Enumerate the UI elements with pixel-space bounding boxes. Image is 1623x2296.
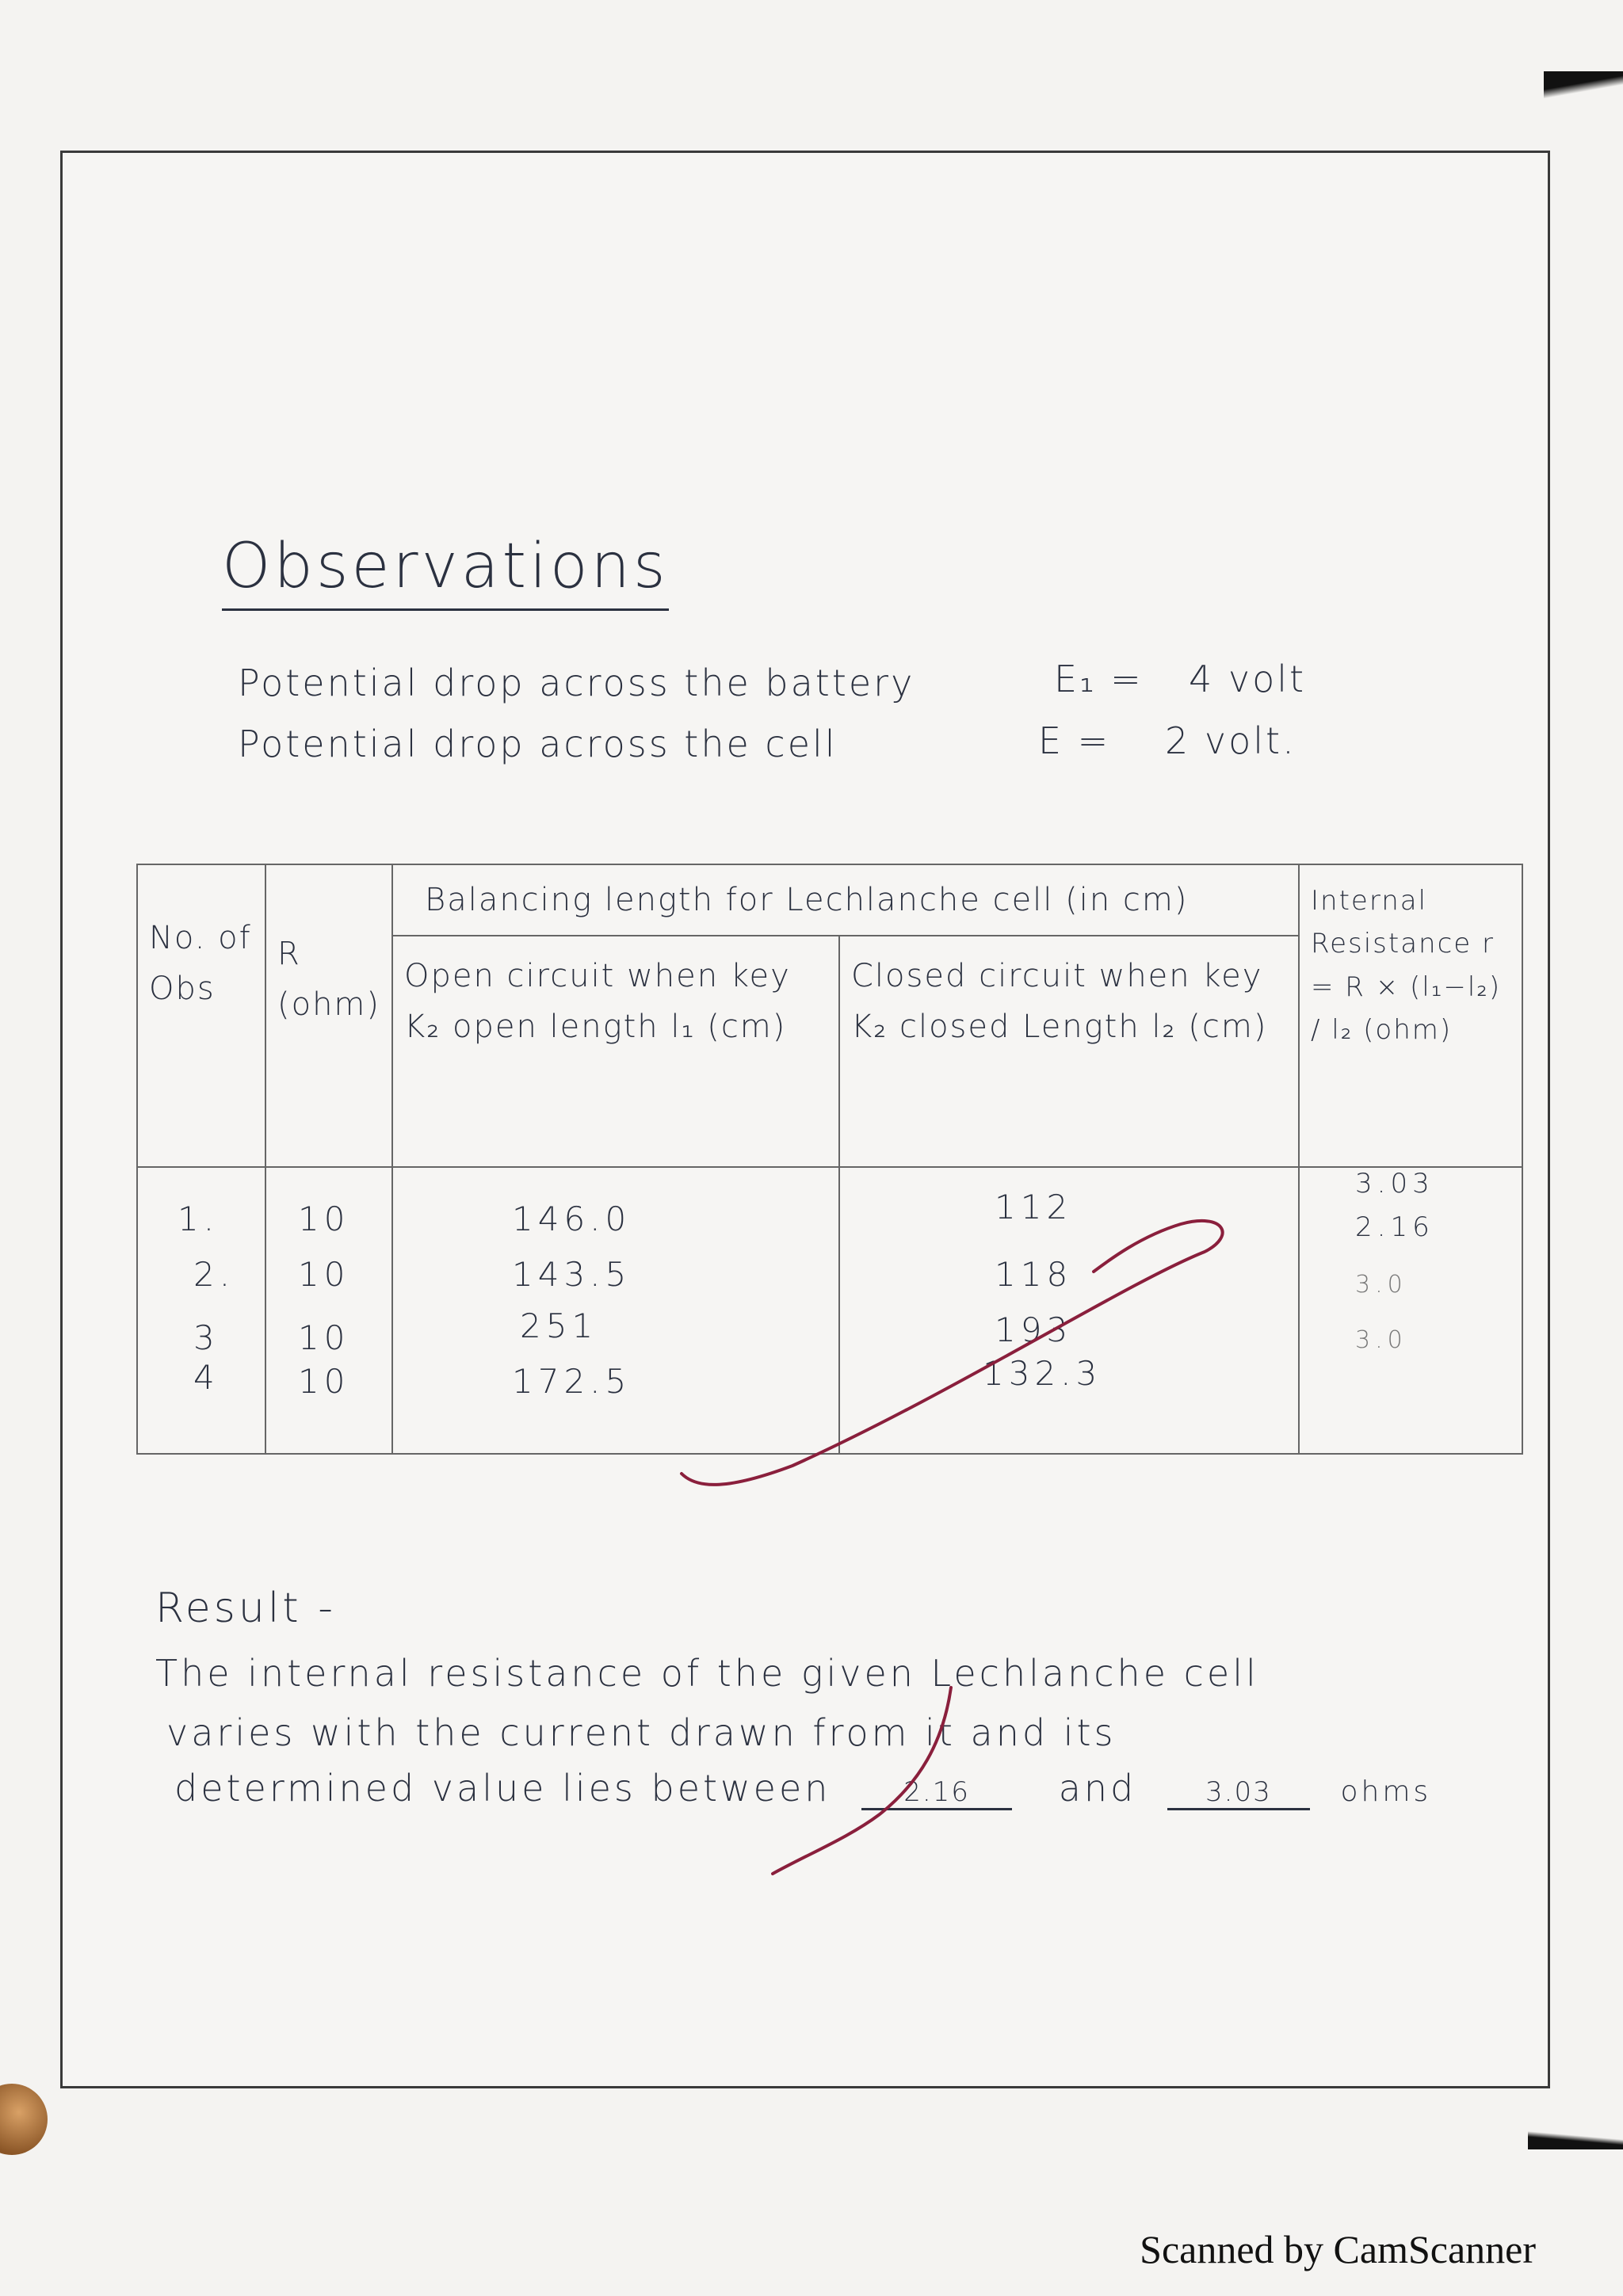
header-closed-circuit: Closed circuit when key K₂ closed Length l₂ (cm) (839, 936, 1299, 1167)
page-corner-shadow-top (1544, 71, 1623, 103)
row-1-l1: 146.0 (512, 1199, 632, 1238)
row-4-ri: 3.0 (1355, 1326, 1407, 1354)
row-1-no: 1. (178, 1199, 220, 1238)
row-1-l2: 112 (995, 1188, 1073, 1226)
cell-symbol: E = (1038, 719, 1111, 762)
cell-label: Potential drop across the cell (238, 723, 838, 765)
result-line-2: varies with the current drawn from it and its (166, 1711, 1117, 1754)
row-2-l2: 118 (995, 1255, 1073, 1294)
result-line-3-prefix: determined value lies between (174, 1767, 831, 1810)
row-2-r: 10 (298, 1255, 350, 1294)
page-corner-shadow-bottom (1528, 2130, 1623, 2149)
row-4-no: 4 (193, 1358, 220, 1397)
cell-value: 2 volt. (1165, 719, 1296, 762)
result-and: and (1058, 1767, 1137, 1810)
row-2-ri: 2.16 (1355, 1211, 1434, 1243)
battery-label: Potential drop across the battery (238, 662, 915, 704)
row-1-r: 10 (298, 1199, 350, 1238)
header-no-obs: No. of Obs (137, 864, 265, 1167)
battery-value: 4 volt (1189, 658, 1307, 700)
observation-table (136, 864, 1523, 1455)
row-2-l1: 143.5 (512, 1255, 632, 1294)
row-3-l2: 193 (995, 1310, 1073, 1349)
row-4-r: 10 (298, 1362, 350, 1401)
row-4-l2: 132.3 (983, 1354, 1102, 1393)
battery-symbol: E₁ = (1054, 658, 1144, 700)
scanner-watermark: Scanned by CamScanner (1140, 2227, 1536, 2271)
row-3-r: 10 (298, 1318, 350, 1357)
col-r (265, 1167, 392, 1454)
result-high-value: 3.03 (1167, 1776, 1310, 1810)
row-4-l1: 172.5 (512, 1362, 632, 1401)
header-balancing: Balancing length for Lechlanche cell (in cm) (392, 864, 1299, 936)
header-r: R (ohm) (265, 864, 392, 1167)
col-internal-resistance (1299, 1167, 1522, 1454)
col-no-obs (137, 1167, 265, 1454)
page-title: Observations (222, 531, 669, 611)
row-2-no: 2. (193, 1255, 235, 1294)
result-title: Result - (155, 1585, 336, 1632)
result-unit: ohms (1340, 1775, 1432, 1808)
header-open-circuit: Open circuit when key K₂ open length l₁ (cm) (392, 936, 839, 1167)
col-l1 (392, 1167, 839, 1454)
coin-edge (0, 2084, 48, 2155)
row-3-ri: 3.0 (1355, 1271, 1407, 1299)
result-low-value: 2.16 (861, 1776, 1012, 1810)
col-l2 (839, 1167, 1299, 1454)
result-line-1: The internal resistance of the given Lechlanche cell (155, 1652, 1259, 1695)
row-3-no: 3 (193, 1318, 220, 1357)
row-1-ri: 3.03 (1355, 1168, 1434, 1199)
result-line-3 (174, 1767, 1431, 1810)
header-internal: Internal Resistance r = R × (l₁−l₂) / l₂ (ohm) (1299, 864, 1522, 1167)
row-3-l1: 251 (520, 1306, 598, 1345)
